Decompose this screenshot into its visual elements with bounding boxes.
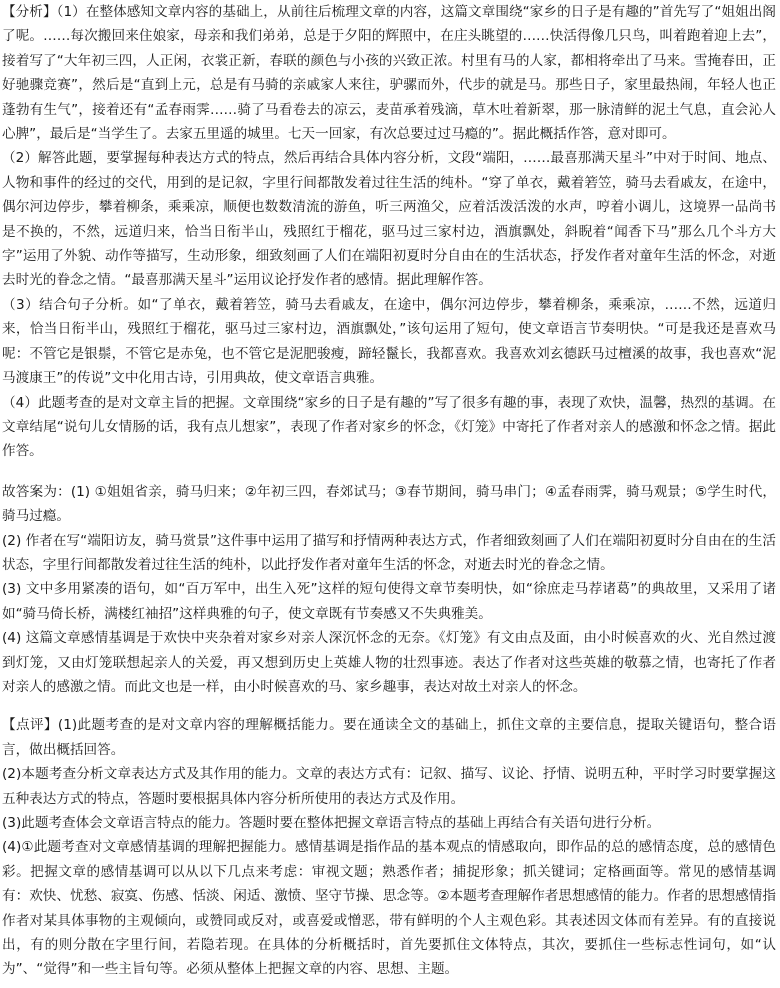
analysis-paragraph-3: （3）结合句子分析。如“了单衣，戴着箬笠，骑马去看戚友，在途中，偶尔河边停步，攀着柳条，乘乘凉，……不然，远道归来，恰当日衔半山，残照红于榴花，驱马过三家村边，酒旗飘处，”该句运用了短句，使文章语言节奏明快。“可是我还是喜欢马呢：不管它是银鬃，不管它是赤兔，也不管它是泥肥骏瘦，蹄轻鬣长，我都喜欢。我喜欢刘玄德跃马过檀溪的故事，我也喜欢“泥马渡康王”的传说”文中化用古诗，引用典故，使文章语言典雅。: [2, 296, 776, 387]
answer-paragraph-4: (4) 这篇文章感情基调是于欢快中夹杂着对家乡对亲人深沉怀念的无奈。《灯笼》有文由点及面，由小时候喜欢的火、光自然过渡到灯笼，又由灯笼联想起亲人的关爱，再又想到历史上英雄人物的壮烈事迹。表达了作者对这些英雄的敬慕之情，也寄托了作者对亲人的感激之情。而此文也是一样，由小时候喜欢的马、家乡趣事，表达对故土对亲人的怀念。: [2, 630, 776, 695]
analysis-paragraph-1: 【分析】（1）在整体感知文章内容的基础上，从前往后梳理文章的内容，这篇文章围绕“家乡的日子是有趣的”首先写了“姐姐出阁了呢。……每次搬回来住娘家，母亲和我们弟弟，总是于夕阳的辉照中，在庄头眺望的……快活得像几只鸟，叫着跑着迎上去”，接着写了“大年初三四，人正闲，衣裳正新，春联的颜色与小孩的兴致正浓。村里有马的人家，都相将牵出了马来。雪掩春田，正好驰骤竞赛”，然后是“直到上元，总是有马骑的亲戚家人来往，驴骡而外，代步的就是马。那些日子，家里最热闹，年轻人也正蓬勃有生气”，接着还有“孟春雨霁……骑了马看卷去的凉云，麦苗承着残滴，草木吐着新翠，那一脉清鲜的泥土气息，直会沁人心脾”，最后是“当学生了。去家五里遥的城里。七天一回家，有次总要过过马瘾的”。据此概括作答，意对即可。: [2, 4, 776, 143]
answer-paragraph-2: (2) 作者在写“端阳访友，骑马赏景”这件事中运用了描写和抒情两种表达方式，作者细致刻画了人们在端阳初夏时分自由在的生活状态，字里行间都散发着过往生活的纯朴，以此抒发作者对童年生活的怀念，对逝去时光的眷念之情。: [2, 532, 776, 573]
analysis-paragraph-2: （2）解答此题，要掌握每种表达方式的特点，然后再结合具体内容分析，文段“端阳，……最喜那满天星斗”中对于时间、地点、人物和事件的经过的交代，用到的是记叙，字里行间都散发着过往生活的纯朴。“穿了单衣，戴着箬笠，骑马去看戚友，在途中，偶尔河边停步，攀着柳条，乘乘凉，顺便也数数清流的游鱼，听三两渔父，应着活泼活泼的水声，哼着小调儿，这境界一品尚书是不换的，不然，远道归来，恰当日衔半山，残照红于榴花，驱马过三家村边，酒旗飘处，斜睨着“闻香下马”那么几个斗方大字”运用了外貌、动作等描写，生动形象，细致刻画了人们在端阳初夏时分自由在的生活状态，抒发作者对童年生活的怀念，对逝去时光的眷念之情。“最喜那满天星斗”运用议论抒发作者的感情。据此理解作答。: [2, 150, 776, 289]
comment-paragraph-2: (2)本题考查分析文章表达方式及其作用的能力。文章的表达方式有：记叙、描写、议论、抒情、说明五种，平时学习时要掌握这五种表达方式的特点，答题时要根据具体内容分析所使用的表达方式及作用。: [2, 766, 776, 807]
analysis-paragraph-4: （4）此题考查的是对文章主旨的把握。文章围绕“家乡的日子是有趣的”写了很多有趣的事，表现了欢快，温馨，热烈的基调。在文章结尾“说句儿女情肠的话，我有点儿想家”，表现了作者对家乡的怀念，《灯笼》中寄托了作者对亲人的感激和怀念之情。据此作答。: [2, 394, 776, 460]
answer-paragraph-1: 故答案为：(1) ①姐姐省亲，骑马归来；②年初三四，春郊试马；③春节期间，骑马串门；④孟春雨霁，骑马观景；⑤学生时代，骑马过瘾。: [2, 483, 776, 525]
comment-paragraph-3: (3)此题考查体会文章语言特点的能力。答题时要在整体把握文章语言特点的基础上再结合有关语句进行分析。: [2, 815, 661, 831]
section-spacer: [2, 699, 776, 713]
comment-paragraph-1: 【点评】(1)此题考查的是对文章内容的理解概括能力。要在通读全文的基础上，抓住文章的主要信息，提取关键语句，整合语言，做出概括回答。: [2, 717, 776, 758]
section-spacer: [2, 464, 776, 480]
answer-paragraph-3: (3) 文中多用紧凑的语句，如“百万军中，出生入死”这样的短句使得文章节奏明快，如“徐庶走马荐诸葛”的典故里，又采用了诸如“骑马倚长桥，满楼红袖招”这样典雅的句子，使文章既有节奏感又不失典雅美。: [2, 581, 776, 622]
comment-paragraph-4: (4)①此题考查对文章感情基调的理解把握能力。感情基调是指作品的基本观点的情感取向，即作品的总的感情态度，总的感情色彩。把握文章的感情基调可以从以下几点来考虑：审视文题；熟悉作者；捕捉形象；抓关键词；定格画面等。常见的感情基调有：欢快、忧愁、寂寞、伤感、恬淡、闲适、激愤、坚守节操、思念等。②本题考查理解作者思想感情的能力。作者的思想感情指作者对某具体事物的主观倾向，或赞同或反对，或喜爱或憎恶，带有鲜明的个人主观色彩。其表述因文体而有差异。有的直接说出，有的则分散在字里行间，若隐若现。在具体的分析概括时，首先要抓住文体特点，其次，要抓住一些标志性词句，如“认为”、“觉得”和一些主旨句等。必须从整体上把握文章的内容、思想、主题。: [2, 839, 776, 978]
